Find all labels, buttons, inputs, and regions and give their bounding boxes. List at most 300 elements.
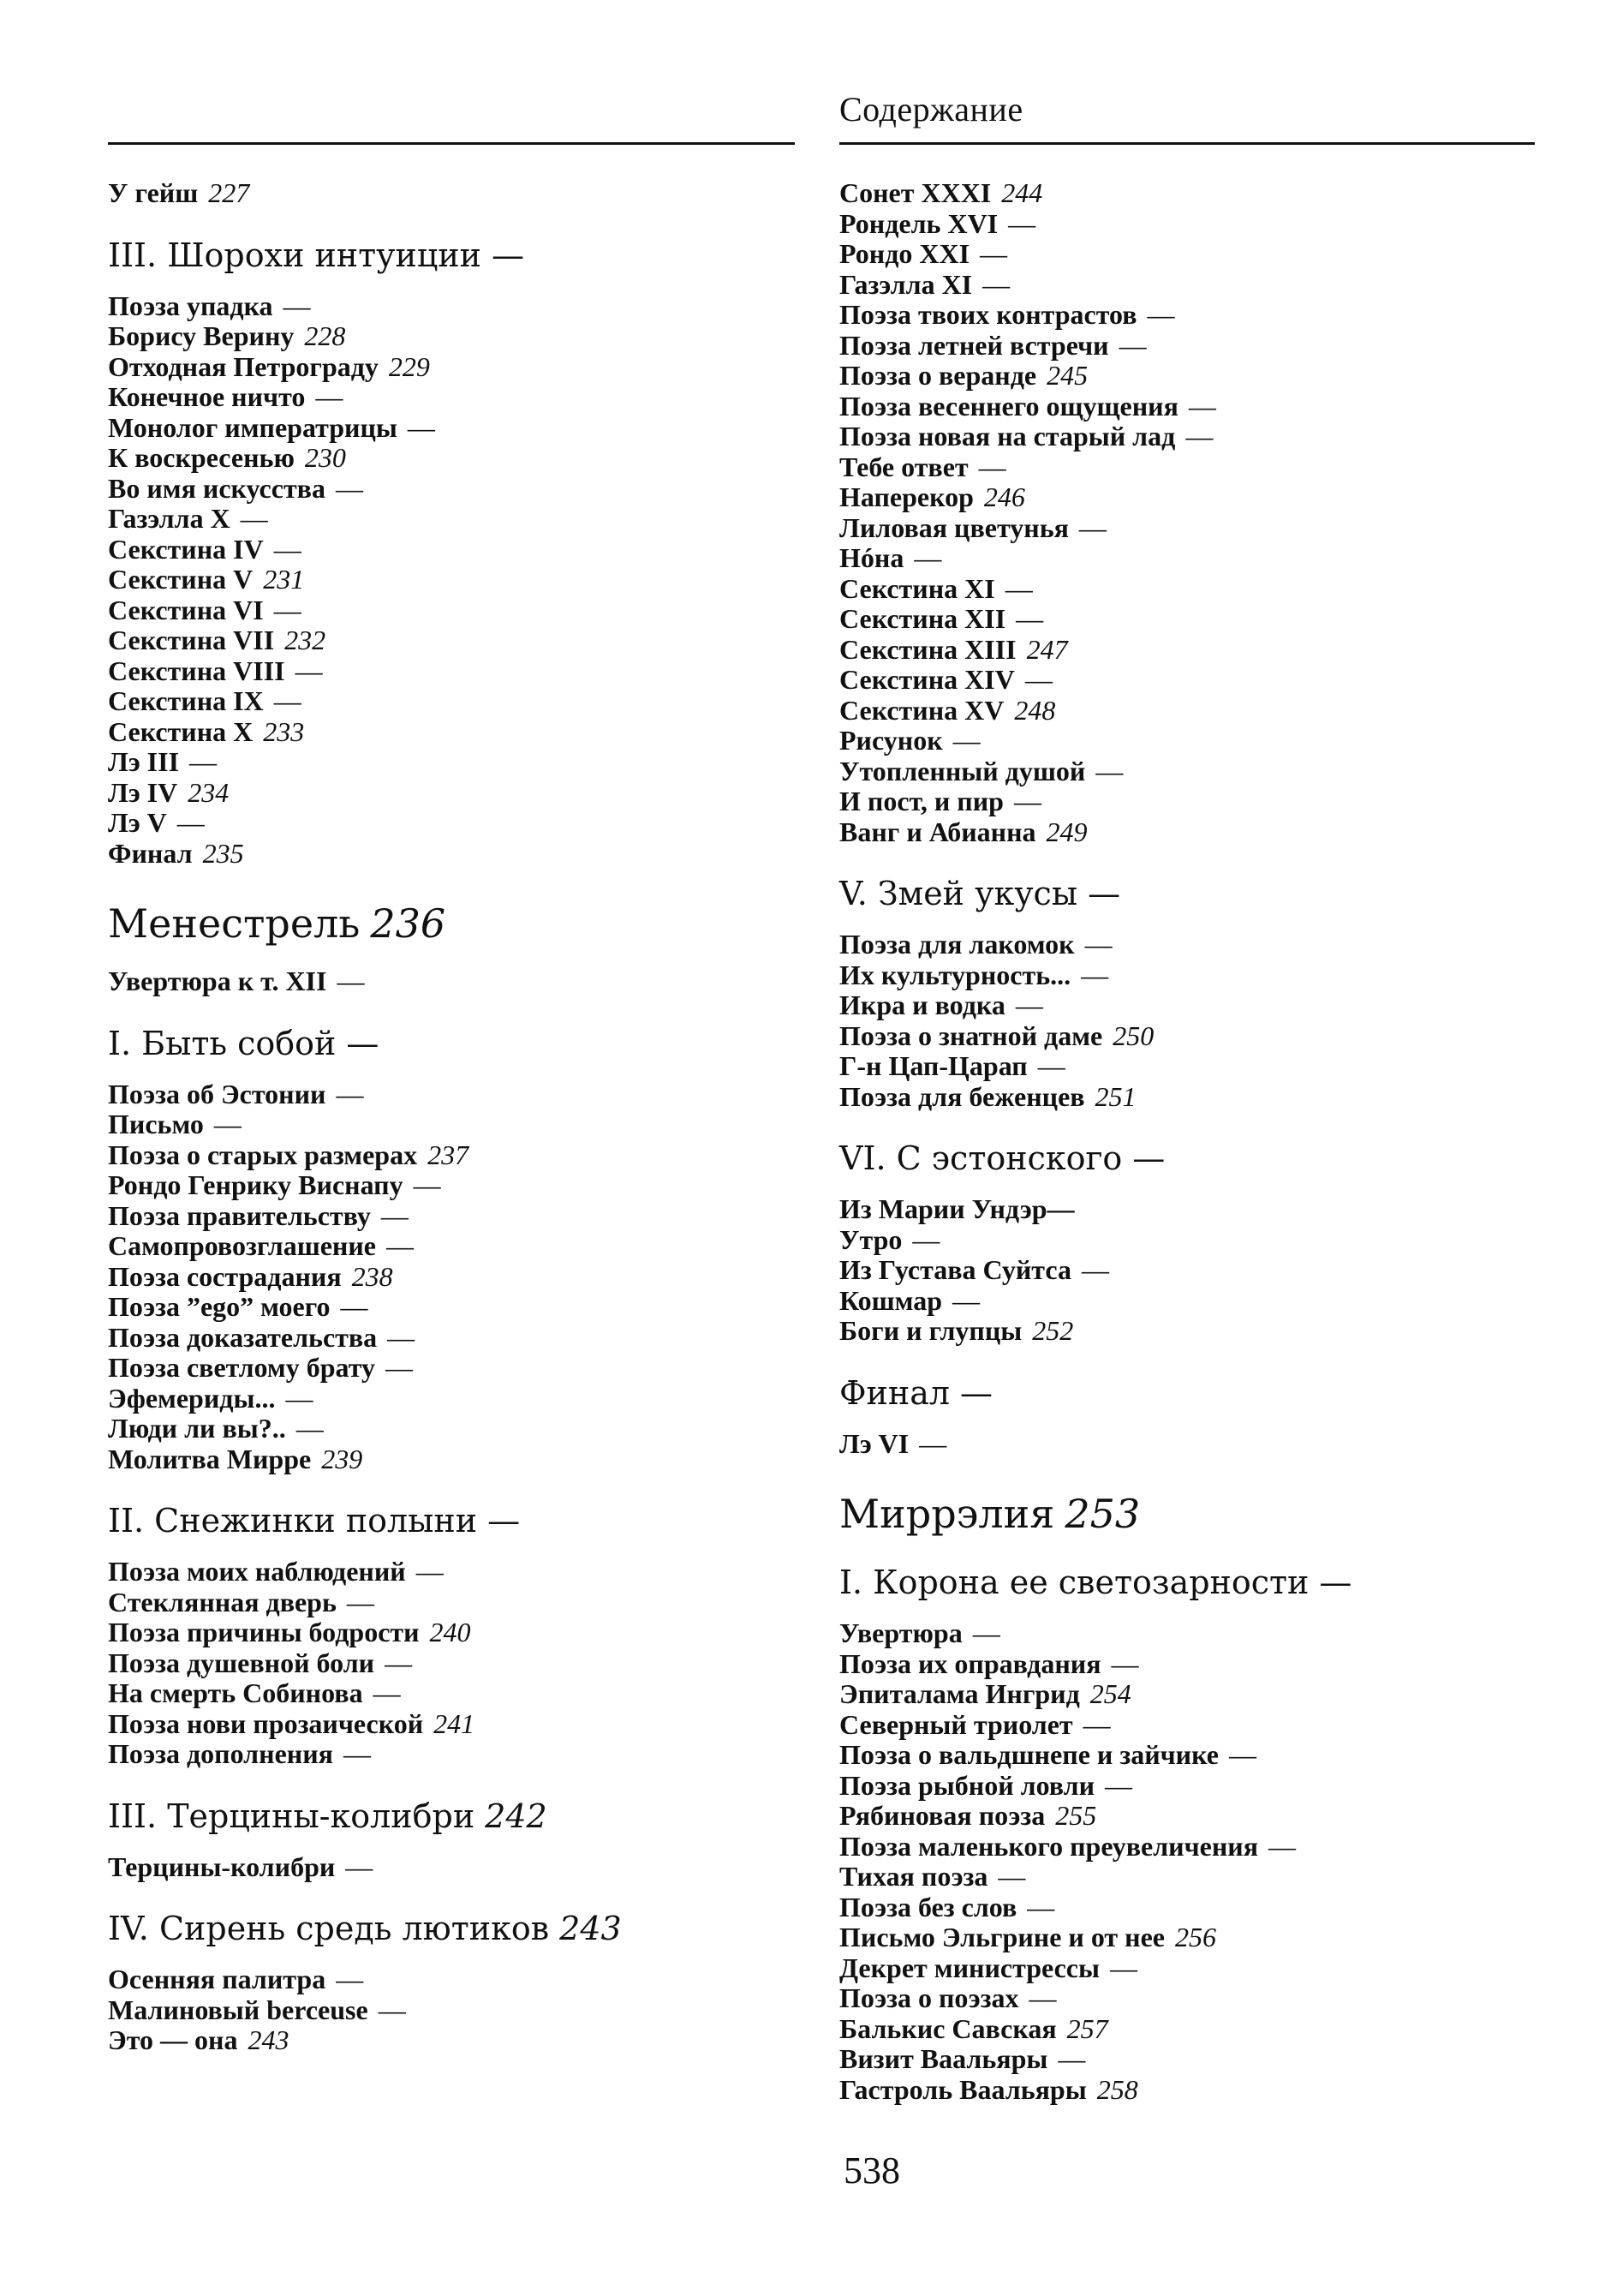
toc-page-number: 235 bbox=[202, 837, 244, 869]
toc-entry bbox=[108, 1323, 810, 1354]
toc-page-number: 241 bbox=[433, 1707, 475, 1739]
toc-entry bbox=[839, 786, 1542, 817]
toc-entry bbox=[108, 352, 810, 383]
toc-dash: — bbox=[1095, 755, 1124, 786]
toc-dash: — bbox=[407, 411, 435, 443]
toc-entry bbox=[839, 1710, 1542, 1741]
toc-entry bbox=[839, 513, 1542, 544]
toc-entry bbox=[839, 482, 1542, 513]
toc-entry bbox=[839, 756, 1542, 787]
toc-page-number: 239 bbox=[321, 1443, 363, 1474]
toc-entry bbox=[839, 209, 1542, 240]
toc-dash: — bbox=[273, 594, 301, 625]
toc-title: Миррэлия bbox=[839, 1491, 1055, 1537]
toc-title: Лэ IV bbox=[108, 776, 178, 808]
toc-title: Молитва Мирре bbox=[108, 1443, 312, 1474]
toc-title: Секстина XIII bbox=[839, 633, 1017, 665]
toc-entry bbox=[839, 1740, 1542, 1771]
toc-title: Г-н Цап-Царап bbox=[839, 1050, 1028, 1081]
toc-dash: — bbox=[336, 1078, 364, 1109]
toc-entry bbox=[108, 291, 810, 322]
toc-title: Отходная Петрограду bbox=[108, 350, 379, 382]
toc-title: III. Шорохи интуиции bbox=[108, 236, 481, 274]
toc-dash: — bbox=[337, 966, 365, 996]
toc-section-heading bbox=[839, 875, 1542, 912]
toc-title: Поэза моих наблюдений bbox=[108, 1556, 406, 1587]
toc-title: Боги и глупцы bbox=[839, 1315, 1023, 1346]
toc-dash: — bbox=[189, 746, 218, 777]
toc-title: Секстина XI bbox=[839, 572, 995, 604]
toc-entry bbox=[108, 808, 810, 839]
toc-title: Тебе ответ bbox=[839, 451, 969, 482]
toc-entry bbox=[839, 543, 1542, 574]
toc-entry bbox=[108, 1170, 810, 1201]
toc-title: Терцины-колибри bbox=[108, 1851, 336, 1882]
toc-dash: — bbox=[1319, 1564, 1352, 1601]
toc-page-number: 236 bbox=[370, 900, 446, 947]
toc-title: Ванг и Абианна bbox=[839, 816, 1036, 847]
toc-entry bbox=[108, 1964, 810, 1995]
toc-dash: — bbox=[345, 1851, 373, 1882]
toc-dash: — bbox=[1228, 1739, 1256, 1770]
toc-dash: — bbox=[1027, 1891, 1055, 1922]
toc-title: Секстина XIV bbox=[839, 664, 1015, 695]
toc-dash: — bbox=[1084, 929, 1113, 960]
toc-title: Секстина VIII bbox=[108, 655, 285, 686]
toc-title: Стеклянная дверь bbox=[108, 1586, 337, 1617]
toc-entry bbox=[108, 1414, 810, 1444]
toc-entry bbox=[108, 1709, 810, 1740]
toc-dash: — bbox=[1037, 1050, 1065, 1081]
toc-dash: — bbox=[380, 1199, 409, 1231]
toc-title: Малиновый berceuse bbox=[108, 1994, 368, 2025]
header-rule-right bbox=[839, 142, 1535, 145]
toc-dash: — bbox=[912, 1223, 940, 1255]
toc-dash: — bbox=[980, 238, 1008, 269]
toc-entry bbox=[839, 1771, 1542, 1802]
toc-entry bbox=[839, 960, 1542, 991]
toc-page-number: 238 bbox=[351, 1260, 393, 1292]
toc-column-left bbox=[108, 178, 810, 2056]
toc-section-heading bbox=[108, 1502, 810, 1540]
toc-title: Лиловая цветунья bbox=[839, 511, 1069, 543]
toc-dash: — bbox=[1132, 1139, 1166, 1177]
toc-page-number: 255 bbox=[1055, 1800, 1097, 1831]
toc-section-heading bbox=[839, 1564, 1542, 1601]
toc-page-number: 256 bbox=[1174, 1922, 1216, 1952]
toc-page-number: 254 bbox=[1089, 1678, 1131, 1709]
toc-page-number: 240 bbox=[429, 1617, 471, 1647]
toc-page-number: 227 bbox=[208, 177, 250, 208]
toc-title: Утро bbox=[839, 1223, 903, 1255]
toc-title: Тихая поэза bbox=[839, 1861, 988, 1892]
toc-dash: — bbox=[998, 1861, 1026, 1892]
toc-entry bbox=[108, 1079, 810, 1110]
toc-dash: — bbox=[960, 1373, 993, 1412]
toc-title: VI. С эстонского bbox=[839, 1139, 1123, 1177]
toc-dash: — bbox=[978, 451, 1006, 482]
toc-title: Поэза рыбной ловли bbox=[839, 1769, 1095, 1801]
toc-entry bbox=[839, 1892, 1542, 1923]
toc-dash: — bbox=[1188, 390, 1216, 422]
toc-entry bbox=[839, 392, 1542, 422]
toc-title: Газэлла XI bbox=[839, 268, 973, 300]
toc-title: Из Марии Ундэр— bbox=[839, 1193, 1075, 1224]
toc-title: Поэза весеннего ощущения bbox=[839, 390, 1178, 422]
toc-entry bbox=[108, 1140, 810, 1171]
toc-title: Поэза их оправдания bbox=[839, 1647, 1101, 1679]
toc-entry bbox=[108, 1617, 810, 1648]
toc-entry bbox=[108, 1995, 810, 2026]
toc-dash: — bbox=[1024, 664, 1053, 695]
toc-title: Поэза о веранде bbox=[839, 360, 1037, 391]
toc-dash: — bbox=[343, 1738, 371, 1769]
toc-dash: — bbox=[972, 1617, 1000, 1648]
toc-entry bbox=[108, 178, 810, 209]
toc-title: Поэза летней встречи bbox=[839, 329, 1109, 361]
toc-title: Поэза для беженцев bbox=[839, 1080, 1085, 1112]
toc-entry bbox=[108, 1201, 810, 1232]
toc-dash: — bbox=[295, 655, 323, 686]
toc-title: Увертюра bbox=[839, 1617, 963, 1648]
toc-title: Утопленный душой bbox=[839, 755, 1086, 786]
toc-page-number: 234 bbox=[188, 776, 230, 808]
toc-entry bbox=[108, 1739, 810, 1770]
toc-entry bbox=[839, 1082, 1542, 1113]
toc-book-heading bbox=[108, 901, 810, 946]
toc-title: Рондель XVI bbox=[839, 207, 999, 239]
toc-dash: — bbox=[487, 1502, 521, 1540]
toc-entry bbox=[839, 1679, 1542, 1710]
toc-entry bbox=[839, 1922, 1542, 1953]
toc-title: Кошмар bbox=[839, 1284, 942, 1316]
toc-dash: — bbox=[1078, 511, 1107, 543]
toc-page-number: 248 bbox=[1014, 694, 1056, 726]
toc-entry bbox=[108, 966, 810, 997]
toc-entry bbox=[108, 1648, 810, 1679]
toc-entry bbox=[839, 1316, 1542, 1347]
toc-entry bbox=[839, 726, 1542, 756]
toc-entry bbox=[839, 1832, 1542, 1863]
toc-title: Поэза доказательства bbox=[108, 1321, 378, 1353]
toc-title: Поэза светлому брату bbox=[108, 1352, 375, 1383]
toc-entry bbox=[839, 1649, 1542, 1680]
toc-dash: — bbox=[340, 1291, 368, 1322]
toc-title: Секстина VI bbox=[108, 594, 264, 625]
toc-entry bbox=[839, 300, 1542, 331]
toc-title: Поэза правительству bbox=[108, 1199, 371, 1231]
toc-entry bbox=[108, 1444, 810, 1475]
toc-dash: — bbox=[285, 1382, 313, 1414]
toc-dash: — bbox=[1008, 207, 1036, 239]
toc-title: Поэза дополнения bbox=[108, 1738, 333, 1769]
toc-entry bbox=[108, 717, 810, 748]
toc-title: Рондо Генрику Виснапу bbox=[108, 1169, 403, 1200]
toc-entry bbox=[108, 1109, 810, 1140]
toc-page-number: 230 bbox=[304, 442, 346, 473]
toc-title: Икра и водка bbox=[839, 990, 1005, 1020]
toc-entry bbox=[108, 382, 810, 413]
toc-dash: — bbox=[240, 503, 268, 534]
toc-title: Газэлла X bbox=[108, 503, 230, 534]
toc-title: Эпиталама Ингрид bbox=[839, 1678, 1080, 1709]
toc-title: Осенняя палитра bbox=[108, 1964, 326, 1994]
toc-title: I. Корона ее светозарности bbox=[839, 1564, 1310, 1601]
toc-dash: — bbox=[378, 1994, 406, 2025]
toc-dash: — bbox=[387, 1321, 415, 1353]
toc-title: Поэза о знатной даме bbox=[839, 1019, 1103, 1051]
toc-entry bbox=[839, 696, 1542, 726]
toc-title: Наперекор bbox=[839, 481, 974, 512]
toc-title: Поэза твоих контрастов bbox=[839, 299, 1137, 330]
toc-dash: — bbox=[273, 685, 301, 716]
toc-entry bbox=[108, 1292, 810, 1323]
toc-entry bbox=[839, 1953, 1542, 1984]
toc-entry bbox=[839, 990, 1542, 1021]
toc-title: Поэза ”ego” моего bbox=[108, 1291, 331, 1322]
toc-title: Увертюра к т. XII bbox=[108, 966, 327, 996]
toc-entry bbox=[108, 504, 810, 535]
toc-entry bbox=[839, 1862, 1542, 1892]
toc-entry bbox=[839, 270, 1542, 301]
toc-entry bbox=[839, 635, 1542, 666]
toc-page-number: 251 bbox=[1095, 1080, 1137, 1112]
toc-title: Поэза сострадания bbox=[108, 1260, 342, 1292]
toc-entry bbox=[839, 574, 1542, 605]
toc-section-heading bbox=[108, 1910, 810, 1947]
toc-entry bbox=[108, 474, 810, 505]
toc-title: Секстина IV bbox=[108, 533, 264, 565]
toc-dash: — bbox=[1029, 1982, 1057, 2013]
toc-title: Монолог императрицы bbox=[108, 411, 397, 443]
toc-dash: — bbox=[1058, 2043, 1086, 2074]
toc-entry bbox=[839, 1255, 1542, 1286]
toc-entry bbox=[108, 1262, 810, 1293]
toc-entry bbox=[108, 595, 810, 626]
toc-title: Поэза без слов bbox=[839, 1891, 1017, 1922]
toc-title: Секстина X bbox=[108, 715, 254, 747]
toc-entry bbox=[108, 686, 810, 717]
toc-title: Финал bbox=[839, 1373, 950, 1412]
toc-title: Письмо Эльгрине и от нее bbox=[839, 1922, 1165, 1952]
toc-entry bbox=[839, 930, 1542, 960]
toc-title: Поэза душевной боли bbox=[108, 1647, 375, 1678]
toc-entry bbox=[108, 2025, 810, 2056]
toc-entry bbox=[839, 1286, 1542, 1317]
toc-title: Эфемериды... bbox=[108, 1382, 276, 1414]
toc-title: Лэ V bbox=[108, 807, 167, 838]
toc-entry bbox=[108, 747, 810, 778]
toc-dash: — bbox=[1083, 1708, 1111, 1740]
toc-title: И пост, и пир bbox=[839, 786, 1004, 816]
toc-title: Секстина XV bbox=[839, 694, 1005, 726]
toc-title: Поэза маленького преувеличения bbox=[839, 1830, 1259, 1862]
toc-title: Гастроль Ваальяры bbox=[839, 2073, 1087, 2105]
toc-entry bbox=[108, 1557, 810, 1587]
toc-entry bbox=[839, 361, 1542, 392]
toc-title: I. Быть собой bbox=[108, 1024, 337, 1062]
toc-dash: — bbox=[1088, 875, 1121, 912]
toc-dash: — bbox=[295, 1413, 324, 1444]
toc-dash: — bbox=[283, 290, 311, 321]
toc-title: III. Терцины-колибри bbox=[108, 1797, 475, 1835]
toc-entry bbox=[839, 1021, 1542, 1052]
toc-title: К воскресенью bbox=[108, 442, 295, 473]
toc-title: Поэза об Эстонии bbox=[108, 1078, 326, 1109]
toc-entry bbox=[108, 839, 810, 870]
toc-page-number: 257 bbox=[1066, 2012, 1108, 2044]
toc-title: На смерть Собинова bbox=[108, 1677, 363, 1708]
toc-entry bbox=[108, 1353, 810, 1384]
toc-entry bbox=[839, 178, 1542, 209]
toc-entry bbox=[839, 2014, 1542, 2045]
toc-dash: — bbox=[385, 1352, 413, 1383]
toc-entry bbox=[839, 1983, 1542, 2014]
toc-entry bbox=[839, 817, 1542, 848]
toc-page-number: 233 bbox=[263, 715, 305, 747]
toc-page-number: 228 bbox=[304, 320, 346, 351]
toc-page-number: 237 bbox=[427, 1139, 469, 1170]
toc-title: Секстина VII bbox=[108, 625, 275, 655]
toc-title: Секстина V bbox=[108, 564, 254, 595]
toc-dash: — bbox=[1015, 990, 1043, 1020]
toc-title: Поэза новая на старый лад bbox=[839, 421, 1176, 451]
toc-title: Лэ III bbox=[108, 746, 180, 777]
toc-entry bbox=[108, 565, 810, 595]
toc-entry bbox=[839, 2075, 1542, 2106]
toc-section-heading bbox=[839, 1139, 1542, 1177]
toc-title: Сонет XXXI bbox=[839, 177, 992, 208]
toc-entry bbox=[839, 422, 1542, 452]
header-rule-left bbox=[108, 142, 795, 145]
toc-entry bbox=[839, 1801, 1542, 1832]
running-header: Содержание bbox=[839, 90, 1023, 129]
toc-entry bbox=[839, 1051, 1542, 1082]
toc-title: Северный триолет bbox=[839, 1708, 1073, 1740]
toc-title: Секстина IX bbox=[108, 685, 264, 716]
toc-entry bbox=[108, 321, 810, 352]
toc-title: Конечное ничто bbox=[108, 381, 306, 412]
toc-page-number: 245 bbox=[1047, 360, 1089, 391]
toc-title: Рябиновая поэза bbox=[839, 1800, 1046, 1831]
toc-dash: — bbox=[386, 1230, 414, 1261]
toc-entry bbox=[839, 1618, 1542, 1649]
toc-section-heading bbox=[839, 1374, 1542, 1412]
toc-title: Рисунок bbox=[839, 725, 943, 756]
toc-dash: — bbox=[1081, 959, 1109, 990]
toc-entry bbox=[839, 2044, 1542, 2075]
toc-dash: — bbox=[273, 533, 301, 565]
toc-dash: — bbox=[315, 381, 343, 412]
toc-title: Во имя искусства bbox=[108, 472, 325, 504]
toc-section-heading bbox=[108, 1797, 810, 1835]
toc-title: II. Снежинки полыни bbox=[108, 1502, 478, 1540]
toc-title: Рондо XXI bbox=[839, 238, 970, 269]
toc-entry bbox=[108, 1852, 810, 1883]
toc-dash: — bbox=[346, 1586, 374, 1617]
toc-title: IV. Сирень средь лютиков bbox=[108, 1910, 550, 1947]
toc-page-number: 243 bbox=[248, 2024, 289, 2055]
toc-title: Поэза для лакомок bbox=[839, 929, 1075, 960]
toc-dash: — bbox=[213, 1109, 242, 1139]
toc-dash: — bbox=[1016, 603, 1044, 634]
toc-dash: — bbox=[415, 1556, 444, 1587]
toc-dash: — bbox=[1105, 1769, 1133, 1801]
toc-dash: — bbox=[1185, 421, 1214, 451]
toc-dash: — bbox=[919, 1427, 947, 1459]
toc-page-number: 250 bbox=[1113, 1019, 1155, 1051]
toc-title: Письмо bbox=[108, 1109, 204, 1139]
toc-dash: — bbox=[1111, 1647, 1139, 1679]
toc-dash: — bbox=[413, 1169, 441, 1200]
toc-page-number: 244 bbox=[1001, 177, 1043, 208]
toc-title: Поэза о поэзах bbox=[839, 1982, 1019, 2013]
toc-dash: — bbox=[1268, 1830, 1297, 1862]
toc-dash: — bbox=[1081, 1254, 1109, 1285]
toc-entry bbox=[839, 452, 1542, 483]
toc-entry bbox=[108, 535, 810, 565]
toc-page-number: 252 bbox=[1032, 1315, 1074, 1346]
toc-dash: — bbox=[373, 1677, 401, 1708]
toc-entry bbox=[108, 778, 810, 809]
toc-title: Лэ VI bbox=[839, 1427, 910, 1459]
toc-dash: — bbox=[335, 472, 363, 504]
toc-page-number: 232 bbox=[284, 625, 326, 655]
toc-entry bbox=[108, 625, 810, 656]
toc-title: Поэза о старых размерах bbox=[108, 1139, 418, 1170]
toc-section-heading bbox=[108, 236, 810, 274]
toc-page-number: 253 bbox=[1065, 1491, 1141, 1537]
toc-dash: — bbox=[1147, 299, 1175, 330]
toc-title: У гейш bbox=[108, 177, 199, 208]
toc-title: Самопровозглашение bbox=[108, 1230, 376, 1261]
page-number: 538 bbox=[844, 2150, 900, 2191]
toc-title: Поэза нови прозаической bbox=[108, 1707, 424, 1739]
toc-title: Поэза причины бодрости bbox=[108, 1617, 420, 1647]
toc-entry bbox=[108, 1678, 810, 1709]
toc-title: Их культурность... bbox=[839, 959, 1071, 990]
toc-page-number: 247 bbox=[1026, 633, 1068, 665]
toc-dash: — bbox=[1119, 329, 1147, 361]
toc-entry bbox=[108, 1587, 810, 1618]
toc-title: Балькис Савская bbox=[839, 2012, 1057, 2044]
toc-title: V. Змей укусы bbox=[839, 875, 1078, 912]
toc-page-number: 243 bbox=[559, 1910, 622, 1947]
toc-dash: — bbox=[491, 236, 524, 274]
toc-title: Визит Ваальяры bbox=[839, 2043, 1048, 2074]
toc-title: Борису Верину bbox=[108, 320, 295, 351]
toc-entry bbox=[839, 1225, 1542, 1256]
toc-title: Секстина XII bbox=[839, 603, 1006, 634]
toc-entry bbox=[108, 1231, 810, 1262]
toc-dash: — bbox=[346, 1024, 379, 1062]
toc-dash: — bbox=[914, 542, 942, 573]
toc-entry bbox=[839, 604, 1542, 635]
toc-page-number: 231 bbox=[263, 564, 305, 595]
toc-page-number: 242 bbox=[485, 1797, 547, 1835]
toc-title: Декрет министрессы bbox=[839, 1952, 1100, 1983]
toc-entry bbox=[108, 443, 810, 474]
toc-dash: — bbox=[1005, 572, 1033, 604]
toc-title: Нóна bbox=[839, 542, 904, 573]
toc-entry bbox=[839, 239, 1542, 270]
toc-dash: — bbox=[952, 725, 981, 756]
toc-entry bbox=[839, 331, 1542, 362]
toc-entry bbox=[839, 1429, 1542, 1460]
toc-page-number: 249 bbox=[1046, 816, 1088, 847]
toc-title: Люди ли вы?.. bbox=[108, 1413, 286, 1444]
toc-page-number: 258 bbox=[1096, 2073, 1138, 2105]
